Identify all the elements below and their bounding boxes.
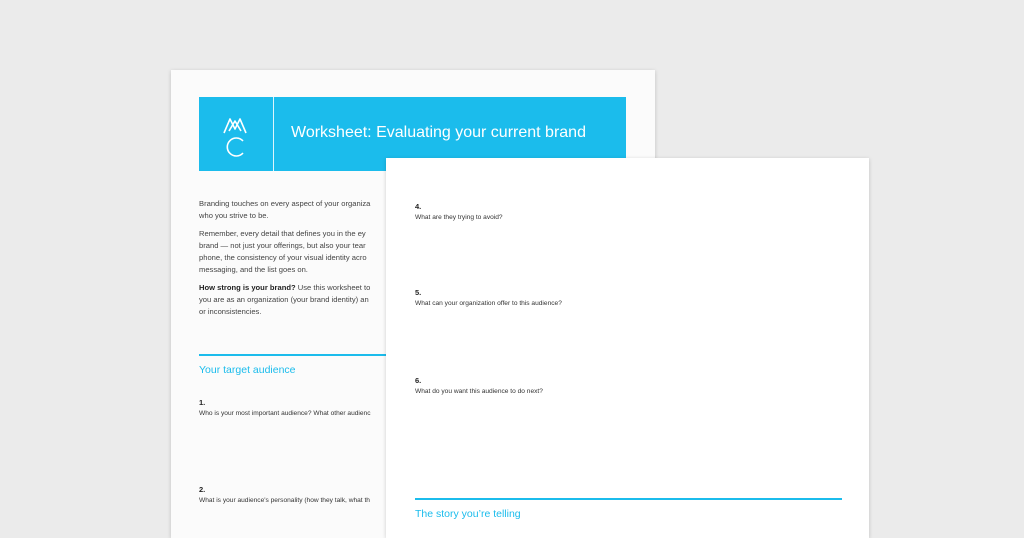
question-text: What can your organization offer to this audience? — [415, 300, 562, 307]
intro-line: who you strive to be. — [199, 211, 269, 220]
worksheet-page-2 — [386, 158, 869, 538]
question-number: 6. — [415, 376, 422, 385]
question-number: 2. — [199, 485, 206, 494]
question-text: What do you want this audience to do next? — [415, 388, 543, 395]
intro-line: phone, the consistency of your visual identity acro — [199, 253, 367, 262]
question-number: 1. — [199, 398, 206, 407]
intro-line: or inconsistencies. — [199, 307, 262, 316]
intro-line: Branding touches on every aspect of your organiza — [199, 199, 371, 208]
question-number: 5. — [415, 288, 422, 297]
intro-bold-question: How strong is your brand? — [199, 283, 296, 292]
section-title-audience: Your target audience — [199, 364, 296, 376]
intro-line: you are as an organization (your brand identity) an — [199, 295, 369, 304]
mac-logo-icon — [219, 111, 251, 157]
section-divider — [415, 498, 842, 500]
question-text: What is your audience's personality (how they talk, what th — [199, 497, 370, 504]
question-text: Who is your most important audience? What other audienc — [199, 410, 371, 417]
intro-line: messaging, and the list goes on. — [199, 265, 308, 274]
worksheet-title: Worksheet: Evaluating your current brand — [291, 124, 586, 141]
intro-line: Remember, every detail that defines you in the ey — [199, 229, 366, 238]
intro-line-rest: Use this worksheet to — [295, 283, 371, 292]
intro-line: brand — not just your offerings, but also your tear — [199, 241, 366, 250]
section-title-story: The story you’re telling — [415, 508, 521, 520]
logo-box — [199, 97, 274, 171]
question-text: What are they trying to avoid? — [415, 214, 503, 221]
question-number: 4. — [415, 202, 422, 211]
